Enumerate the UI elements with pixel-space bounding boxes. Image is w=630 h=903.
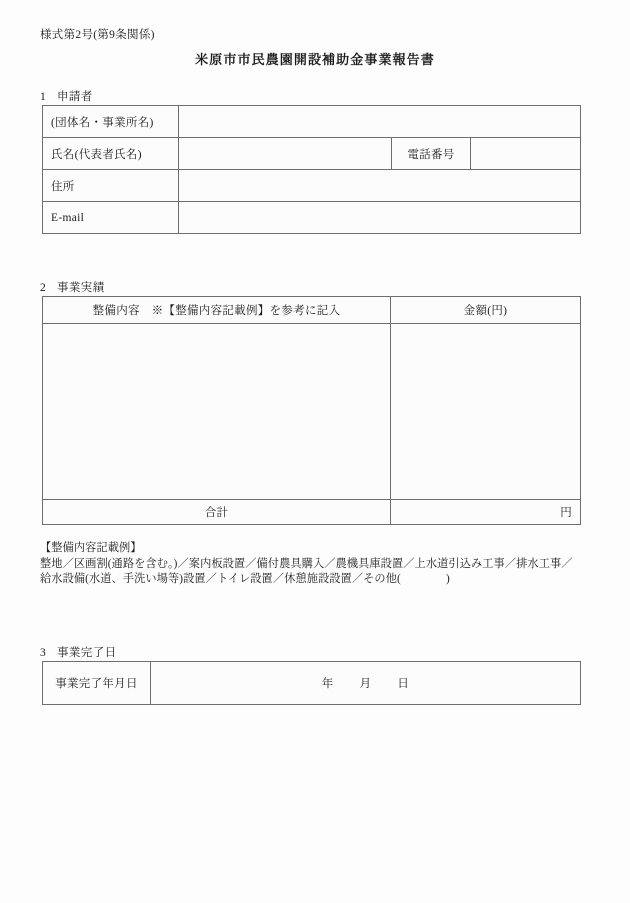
section-number-results: 2 — [40, 282, 47, 294]
completion-date-label: 事業完了年月日 — [43, 662, 151, 705]
section-number-applicant: 1 — [40, 91, 47, 103]
example-note-block — [40, 541, 596, 588]
section-heading-completion — [40, 644, 117, 660]
section-heading-results — [40, 279, 105, 295]
table-total-row — [43, 500, 581, 525]
table-row — [43, 324, 581, 500]
results-column-content: 整備内容 ※【整備内容記載例】を参考に記入 — [43, 297, 391, 324]
section-label-results: 事業実績 — [57, 282, 105, 294]
example-note-title: 【整備内容記載例】 — [40, 542, 142, 554]
table-row — [43, 202, 581, 234]
results-amount-input[interactable] — [391, 324, 581, 500]
results-total-label: 合計 — [43, 500, 391, 525]
applicant-address-input[interactable] — [179, 170, 581, 202]
date-field-marks — [159, 675, 572, 691]
month-mark: 月 — [359, 678, 372, 690]
results-column-amount: 金額(円) — [391, 297, 581, 324]
section-label-applicant: 申請者 — [57, 91, 93, 103]
applicant-phone-label: 電話番号 — [392, 138, 471, 170]
applicant-org-input[interactable] — [179, 106, 581, 138]
applicant-org-label: (団体名・事業所名) — [43, 106, 179, 138]
section-label-completion: 事業完了日 — [57, 647, 117, 659]
applicant-name-input[interactable] — [179, 138, 392, 170]
example-note-line: 給水設備(水道、手洗い場等)設置／トイレ設置／休憩施設設置／その他( ) — [40, 573, 450, 586]
section-heading-applicant — [40, 88, 93, 104]
table-row — [43, 138, 581, 170]
form-code: 様式第2号(第9条関係) — [40, 29, 155, 41]
table-row — [43, 662, 581, 705]
applicant-phone-input[interactable] — [471, 138, 581, 170]
completion-date-input[interactable] — [151, 662, 581, 705]
document-title: 米原市市民農園開設補助金事業報告書 — [195, 52, 435, 67]
year-mark: 年 — [321, 678, 334, 690]
completion-date-table — [42, 661, 581, 705]
applicant-address-label: 住所 — [43, 170, 179, 202]
applicant-email-input[interactable] — [179, 202, 581, 234]
applicant-name-label: 氏名(代表者氏名) — [43, 138, 179, 170]
example-note-line: 整地／区画割(通路を含む。)／案内板設置／備付農具購入／農機具庫設置／上水道引込み工事／排水工事／ — [40, 557, 573, 570]
section-number-completion: 3 — [40, 647, 47, 659]
table-row — [43, 106, 581, 138]
day-mark: 日 — [397, 678, 410, 690]
results-content-input[interactable] — [43, 324, 391, 500]
results-table — [42, 296, 581, 525]
table-header-row — [43, 297, 581, 324]
applicant-email-label: E-mail — [43, 202, 179, 234]
table-row — [43, 170, 581, 202]
results-total-unit: 円 — [391, 500, 581, 525]
applicant-table — [42, 105, 581, 234]
